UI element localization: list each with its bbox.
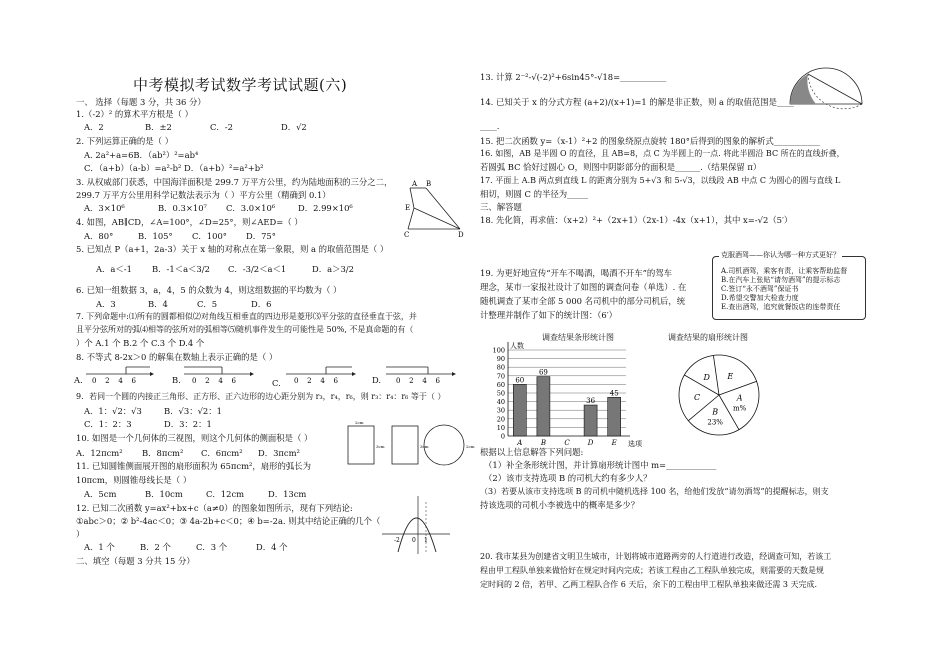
bar-category-label: E xyxy=(611,439,617,447)
bar-value-label: 36 xyxy=(586,397,596,406)
question-16-line2: 若圆弧 BC 恰好过圆心 O，则图中阴影部分的面积是______.（结果保留 π） xyxy=(480,162,762,172)
q8-number-line-b xyxy=(182,364,254,386)
followup-intro: 根据以上信息解答下列问题: xyxy=(480,447,584,457)
q4-option-d: D．75° xyxy=(246,231,276,241)
question-20-line3: 定时间的 2 倍，若甲、乙两工程队合作 6 天后，余下的工程由甲工程队单独来做还需 3 天完成. xyxy=(480,580,818,589)
q8-ticks-a: 0 2 4 6 xyxy=(92,377,136,385)
survey-item-a: A.司机酒驾，乘客有责，让乘客帮助监督 xyxy=(721,267,848,275)
q1-option-b: B．±2 xyxy=(145,122,172,132)
q11-option-c: C．12cm xyxy=(206,489,245,499)
q8-letter-c: C. xyxy=(272,378,281,388)
question-8: 8. 不等式 8-2x＞0 的解集在数轴上表示正确的是（ ） xyxy=(76,352,278,362)
q6-option-c: C．5 xyxy=(197,299,218,309)
question-4: 4. 如图，AB∥CD，∠A=100°，∠D=25°，则∠AED=（ ） xyxy=(76,217,303,227)
bar-category-label: A xyxy=(517,439,523,447)
q8-number-line-a xyxy=(84,364,154,386)
question-10: 10. 如图是一个几何体的三视图，则这个几何体的侧面积是（ ） xyxy=(76,433,313,443)
q4-option-c: C．100° xyxy=(192,231,227,241)
q10-dim-front-width: 2cm xyxy=(355,420,364,425)
question-1: 1.（-2）² 的算术平方根是（ ） xyxy=(76,109,193,119)
q4-label-a: A xyxy=(412,180,418,188)
pie-divider xyxy=(713,355,719,395)
question-7-line2: 且平分弦所对的弧⑷相等的弦所对的弧相等⑸随机事件发生的可能性是 50%, 不是真命题的有（ xyxy=(76,325,414,334)
q2-options-ab: A. 2a²+a=6B．（ab²）²=ab⁴ xyxy=(84,150,199,160)
question-20-line2: 程由甲工程队单独来做恰好在规定时间内完成；若该工程由乙工程队单独完成，则需要的天数是规 xyxy=(480,566,824,575)
bar-chart-ytick-label: 100 xyxy=(492,346,505,355)
q8-ticks-b: 0 2 4 6 xyxy=(192,377,236,385)
q10-dim-top-diameter: 2cm xyxy=(466,444,475,449)
q12-tick-0: 0 xyxy=(412,537,416,544)
question-3-line2: 299.7 万平方公里用科学记数法表示为（ ）平方公里（精确到 0.1） xyxy=(76,190,331,200)
q8-letter-d: D. xyxy=(372,375,382,385)
q10-option-b: B．8πcm² xyxy=(142,448,184,458)
question-7-line1: 7. 下列命题中:⑴所有的圆都相似⑵对角线互相垂直的四边形是菱形⑶平分弦的直径垂直于弦，并 xyxy=(76,312,417,321)
bar-value-label: 45 xyxy=(609,389,619,398)
q8-ticks-c: 0 2 4 6 xyxy=(294,377,338,385)
q12-option-a: A．1 个 xyxy=(84,542,115,552)
q12-option-c: C．3 个 xyxy=(196,542,228,552)
q6-option-d: D．6 xyxy=(251,299,272,309)
q11-option-d: D．13cm xyxy=(268,489,307,499)
q10-option-c: C．6πcm² xyxy=(201,448,243,458)
question-7-line3: ）个 A.1 个 B.2 个 C.3 个 D.4 个 xyxy=(76,338,205,348)
question-5: 5. 已知点 P（a+1，2a-3）关于 x 轴的对称点在第一象限，则 a 的取值范围是（ ） xyxy=(76,244,389,254)
pie-slice-c-label: C xyxy=(694,392,701,402)
q8-number-line-d xyxy=(384,364,456,386)
question-12-line3: ） xyxy=(76,529,85,539)
question-14-cont: ____. xyxy=(480,121,500,131)
q5-option-b: B．-1＜a＜3/2 xyxy=(152,264,210,274)
question-19-line2: 理念，某市一家报社设计了如图的调查问卷（单选）. 在 xyxy=(480,282,687,292)
bar-category-label: C xyxy=(564,439,570,447)
question-19-line1: 19. 为更好地宣传“开车不喝酒，喝酒不开车”的驾车 xyxy=(480,268,673,278)
bar-chart-title: 调查结果条形统计图 xyxy=(542,333,614,342)
bar-chart-ytick-label: 80 xyxy=(496,363,505,372)
question-13: 13. 计算 2⁻²-√(-2)²+6sin45°-√18=___________ xyxy=(480,72,667,82)
bar-chart-ytick-label: 90 xyxy=(496,355,505,364)
q3-option-a: A．3×10⁶ xyxy=(84,203,125,213)
bar-chart-ytick-label: 50 xyxy=(496,389,505,398)
page-title: 中考模拟考试数学考试试题(六) xyxy=(133,76,348,94)
question-20-line1: 20. 我市某县为创建省文明卫生城市，计划将城市道路两旁的人行道进行改造，经调查可知，若该工 xyxy=(480,552,832,561)
q3-option-c: C．3.0×10⁶ xyxy=(226,203,276,213)
survey-item-b: B.在汽车上张贴“请勿酒驾”的提示标志 xyxy=(721,276,841,284)
bar-chart-xlabel: 选项 xyxy=(628,440,642,448)
q3-option-d: D．2.99×10⁶ xyxy=(298,203,353,213)
bar-chart-ytick-label: 40 xyxy=(496,398,505,407)
pie-chart-title: 调查结果的扇形统计图 xyxy=(668,333,748,342)
q12-option-b: B．2 个 xyxy=(140,542,171,552)
bar-chart xyxy=(482,340,642,446)
q9-option-d: D．3：2：1 xyxy=(164,419,212,429)
bar-category-label: D xyxy=(587,439,594,447)
question-9: 9．若同一个圆的内接正三角形、正方形、正六边形的边心距分别为 r₃，r₄，r₆，则 r₃：r₄：r₆ 等于（ ） xyxy=(76,392,446,401)
q3-option-b: B．0.3×10⁷ xyxy=(158,203,207,213)
pie-slice-a-value: m% xyxy=(733,404,747,413)
question-12-line2: ①abc＞0；② b²-4ac＜0；③ 4a-2b+c＜0；④ b=-2a. 则其中结论正确的几个（ xyxy=(76,516,381,526)
question-19-line3: 随机调查了某市全部 5 000 名司机中的部分司机后，统 xyxy=(480,296,686,306)
bar-category-label: B xyxy=(540,439,546,447)
q12-tick-neg2: -2 xyxy=(394,537,400,544)
q8-ticks-d: 0 2 4 6 xyxy=(396,377,440,385)
q6-option-b: B．4 xyxy=(148,299,168,309)
bar-e xyxy=(608,397,621,436)
q8-letter-b: B. xyxy=(172,375,181,385)
q10-dim-front-height: 3cm xyxy=(376,444,385,449)
question-12-line1: 12. 已知二次函数 y=ax²+bx+c（a≠0）的图象如图所示，现有下列结论: xyxy=(76,503,353,513)
q10-option-a: A．12πcm² xyxy=(76,448,123,458)
question-19-line4: 计整理并制作了如下的统计图：（6′） xyxy=(480,310,618,320)
q5-option-d: D．a＞3/2 xyxy=(312,264,354,274)
question-16-line1: 16. 如图，AB 是半圆 O 的直径，且 AB=8，点 C 为半圆上的一点. 将此半圆沿 BC 所在的直线折叠， xyxy=(480,149,845,158)
question-3-line1: 3. 从权威部门获悉，中国海洋面积是 299.7 万平方公里，约为陆地面积的三分之二， xyxy=(76,177,393,187)
q12-parabola-figure xyxy=(380,494,452,556)
q5-option-c: C．-3/2＜a＜1 xyxy=(228,264,287,274)
q4-label-b: B xyxy=(426,180,432,188)
followup-part3-line1: （3）若要从该市支持选项 B 的司机中随机选择 100 名，给他们发放“请勿酒驾”的提醒标志，则支 xyxy=(480,487,829,496)
pie-slice-b-label: B xyxy=(712,407,719,417)
bar-a xyxy=(513,384,526,436)
bar-value-label: 69 xyxy=(538,368,548,377)
q10-three-views-figure xyxy=(344,418,480,468)
followup-part1: （1）补全条形统计图，并计算扇形统计图中 m=____________ xyxy=(484,460,717,470)
q12-tick-1: 1 xyxy=(424,537,428,544)
q10-dim-side-height: 3cm xyxy=(420,444,429,449)
q4-label-c: C xyxy=(404,231,410,239)
question-6: 6. 已知一组数据 3，a，4，5 的众数为 4，则这组数据的平均数为（ ） xyxy=(76,285,342,295)
q4-option-b: B．105° xyxy=(138,231,173,241)
bar-value-label: 60 xyxy=(515,376,525,385)
q4-label-e: E xyxy=(405,204,411,212)
q11-option-b: B．10cm xyxy=(145,489,183,499)
q12-option-d: D．4 个 xyxy=(256,542,288,552)
q9-option-a: A．1：√2：√3 xyxy=(84,406,142,416)
bar-b xyxy=(537,377,550,436)
bar-chart-ytick-label: 60 xyxy=(496,380,505,389)
survey-item-c: C.签订“永不酒驾”保证书 xyxy=(721,285,799,293)
q1-option-a: A．2 xyxy=(84,122,104,132)
survey-item-e: E.查出酒驾，追究就餐饭店的连带责任 xyxy=(721,303,841,311)
q4-option-a: A．80° xyxy=(84,231,114,241)
q16-semicircle-figure xyxy=(786,66,866,108)
q11-option-a: A．5cm xyxy=(84,489,117,499)
q8-letter-a: A. xyxy=(74,375,83,385)
followup-part2: （2）该市支持选项 B 的司机大约有多少人？ xyxy=(484,473,652,483)
bar-chart-ytick-label: 70 xyxy=(496,372,505,381)
pie-divider xyxy=(684,372,719,395)
section-answer-heading: 三、解答题 xyxy=(480,202,522,212)
bar-chart-ytick-label: 30 xyxy=(496,406,505,415)
q9-option-c: C．1：2：3 xyxy=(84,419,132,429)
question-14: 14. 已知关于 x 的分式方程 (a+2)/(x+1)=1 的解是非正数，则 a 的取值范围是____ xyxy=(480,97,794,107)
q5-option-a: A．a＜-1 xyxy=(96,264,132,274)
question-15: 15. 把二次函数 y=（x-1）²+2 的图象绕原点旋转 180°后得到的图象的解析式___________ xyxy=(480,136,820,146)
q10-option-d: D．3πcm² xyxy=(258,448,300,458)
question-11-line1: 11. 已知圆锥侧面展开图的扇形面积为 65πcm²，扇形的弧长为 xyxy=(76,461,312,471)
question-11-line2: 10πcm，则圆锥母线长是（ ） xyxy=(76,475,192,485)
q1-option-d: D．√2 xyxy=(281,122,307,132)
section-fill-heading: 二、填空（每题 3 分共 15 分） xyxy=(76,556,195,566)
q9-option-b: B．√3：√2：1 xyxy=(164,406,222,416)
pie-slice-e-label: E xyxy=(727,372,734,382)
question-2: 2. 下列运算正确的是（ ） xyxy=(76,136,174,146)
pie-slice-a-label: A xyxy=(736,393,743,403)
bar-chart-ytick-label: 0 xyxy=(500,432,505,441)
survey-title: 克服酒驾——你认为哪一种方式更好？ xyxy=(721,251,840,259)
section-choice-heading: 一、 选择（每题 3 分，共 36 分） xyxy=(76,97,206,107)
q8-number-line-c xyxy=(284,364,356,386)
pie-chart xyxy=(674,350,764,440)
survey-item-d: D.希望交警加大检查力度 xyxy=(721,294,799,302)
survey-questionnaire-box xyxy=(712,251,866,320)
question-17-line2: 相切，则圆 C 的半径为_____ xyxy=(480,189,589,199)
pie-slice-b-value: 23% xyxy=(707,418,723,427)
question-18: 18. 先化简，再求值：（x+2）²+（2x+1）（2x-1）-4x（x+1），其中 x=-√2（5′） xyxy=(480,215,793,225)
bar-chart-ytick-label: 20 xyxy=(496,415,505,424)
pie-slice-d-label: D xyxy=(703,372,710,382)
bar-d xyxy=(584,405,597,436)
q6-option-a: A．3 xyxy=(96,299,116,309)
q1-option-c: C．-2 xyxy=(210,122,233,132)
bar-chart-ytick-label: 10 xyxy=(496,423,505,432)
question-17-line1: 17. 平面上 A.B 两点到直线 L 的距离分别为 5+√3 和 5-√3，以线段 AB 中点 C 为圆心的圆与直线 L xyxy=(480,176,841,185)
bar-chart-ylabel: 人数 xyxy=(510,342,524,350)
q4-label-d: D xyxy=(458,231,464,239)
q2-options-cd: C．（a+b）（a-b）=a²-b² D．（a+b）²=a²+b² xyxy=(84,163,264,173)
q4-parallel-lines-figure xyxy=(400,180,470,238)
followup-part3-line2: 持该选项的司机小李被选中的概率是多少？ xyxy=(480,500,640,510)
